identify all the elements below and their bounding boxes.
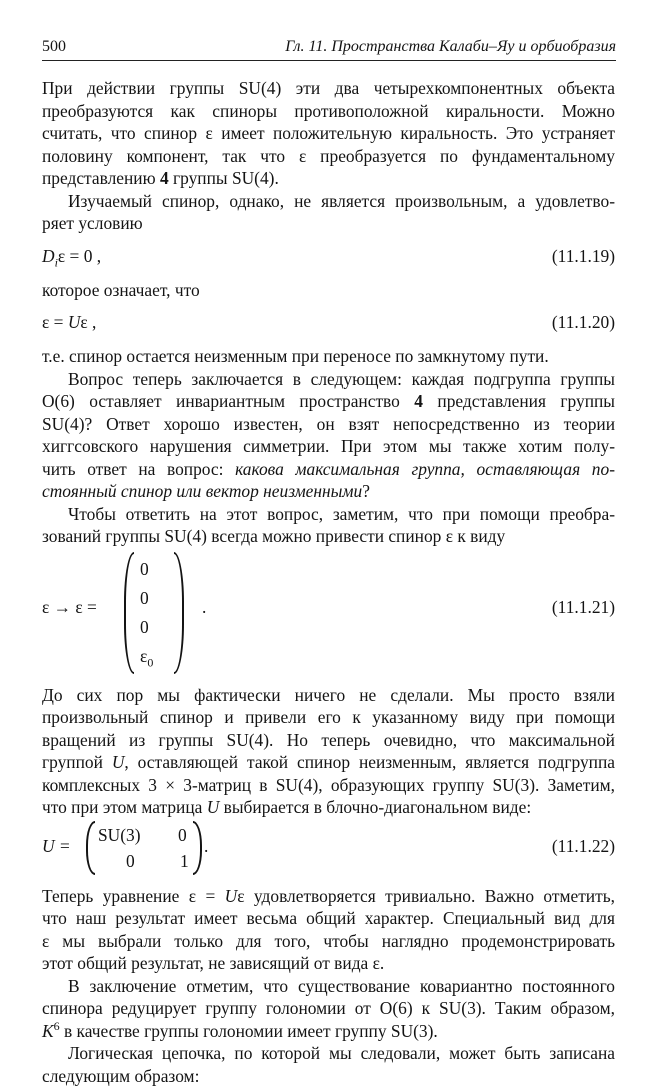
italic-question: какова максимальная группа, оставляющая по- — [235, 459, 615, 479]
equation-11-1-21 — [42, 552, 615, 678]
left-parenthesis — [124, 552, 134, 674]
text-line: ε мы выбрали только для того, чтобы наглядно продемонстрировать — [42, 930, 615, 953]
text-line: представлению 4 группы SU(4). — [42, 167, 615, 190]
text-line: Изучаемый спинор, однако, не является произвольным, а удовлетво- — [42, 190, 615, 213]
text-line: этот общий результат, не зависящий от вида ε. — [42, 952, 615, 975]
text-line: спинора редуцирует группу голономии от O(6) к SU(3). Таким образом, — [42, 997, 615, 1020]
matrix-cell: 0 — [126, 849, 135, 873]
equation-period: . — [202, 596, 206, 619]
text-line: чить ответ на вопрос: какова максимальная группа, оставляющая по- — [42, 458, 615, 481]
vector-entry: $\varepsilon_0$ — [140, 642, 170, 671]
text-line: стоянный спинор или вектор неизменными? — [42, 480, 615, 503]
text-line: группой U, оставляющей такой спинор неизменным, является подгруппа — [42, 751, 615, 774]
text-line: В заключение отметим, что существование ковариантно постоянного — [42, 975, 615, 998]
page-number: 500 — [42, 36, 66, 59]
italic-question: стоянный спинор или вектор неизменными — [42, 481, 362, 501]
paragraph-2 — [42, 190, 615, 235]
equation-body: $D_i\varepsilon = 0$ , — [42, 245, 101, 268]
text-line: зований группы SU(4) всегда можно привести спинор ε к виду — [42, 525, 615, 548]
page-body — [42, 77, 615, 1087]
equation-lhs: U = — [42, 835, 71, 858]
paragraph-4: т.е. спинор остается неизменным при переносе по замкнутому пути. — [42, 345, 615, 368]
paragraph-7 — [42, 684, 615, 819]
text-line: произвольный спинор и привели его к указанному виду при помощи — [42, 706, 615, 729]
page-header — [42, 36, 616, 58]
text-line: $K^6$ в качестве группы голономии имеет группу SU(3). — [42, 1020, 615, 1043]
text-line: считать, что спинор ε имеет положительную киральность. Это устраняет — [42, 122, 615, 145]
matrix-cell: 0 — [178, 823, 187, 847]
text-line: что наш результат имеет весьма общий характер. Специальный вид для — [42, 907, 615, 930]
text-line: ряет условию — [42, 212, 615, 235]
text-line: До сих пор мы фактически ничего не сделали. Мы просто взяли — [42, 684, 615, 707]
text-line: Чтобы ответить на этот вопрос, заметим, что при помощи преобра- — [42, 503, 615, 526]
equation-body: ε = Uε , — [42, 311, 96, 334]
text-line: следующим образом: — [42, 1065, 615, 1087]
text-line: хиггсовского нарушения симметрии. При этом мы также хотим полу- — [42, 435, 615, 458]
text-line: SU(4)? Ответ хорошо известен, он взят непосредственно из теории — [42, 413, 615, 436]
paragraph-6 — [42, 503, 615, 548]
text-line: вращений из группы SU(4). Но теперь очевидно, что максимальной — [42, 729, 615, 752]
equation-period: . — [204, 835, 208, 858]
text-line: O(6) оставляет инвариантным пространство 4 представления группы — [42, 390, 615, 413]
block-matrix — [86, 821, 202, 875]
text-line: преобразуются как спиноры противоположной киральности. Можно — [42, 100, 615, 123]
paragraph-9 — [42, 975, 615, 1043]
equation-lhs: ε → ε = — [42, 596, 97, 619]
equation-number: (11.1.19) — [552, 245, 615, 268]
right-parenthesis — [193, 821, 202, 875]
text-line: что при этом матрица U выбирается в блочно-диагональном виде: — [42, 796, 615, 819]
paragraph-3: которое означает, что — [42, 279, 615, 302]
vector-entry: 0 — [140, 613, 170, 642]
matrix-cell: SU(3) — [98, 823, 141, 847]
equation-11-1-19 — [42, 245, 615, 269]
text-line: Логическая цепочка, по которой мы следовали, может быть записана — [42, 1042, 615, 1065]
equation-number: (11.1.22) — [552, 835, 615, 858]
running-title: Гл. 11. Пространства Калаби–Яу и орбиобразия — [285, 36, 616, 59]
equation-number: (11.1.20) — [552, 311, 615, 334]
equation-number: (11.1.21) — [552, 596, 615, 619]
matrix-cell: 1 — [180, 849, 189, 873]
paragraph-5 — [42, 368, 615, 503]
vector-entry: 0 — [140, 584, 170, 613]
vector-entry: 0 — [140, 555, 170, 584]
paragraph-8 — [42, 885, 615, 975]
paragraph-1 — [42, 77, 615, 190]
paragraph-10 — [42, 1042, 615, 1087]
text-line: половину компонент, так что ε преобразуется по фундаментальному — [42, 145, 615, 168]
equation-11-1-22 — [42, 821, 615, 877]
left-parenthesis — [86, 821, 95, 875]
text-line: комплексных 3 × 3-матриц в SU(4), образующих группу SU(3). Заметим, — [42, 774, 615, 797]
header-rule — [42, 60, 616, 61]
right-parenthesis — [174, 552, 184, 674]
equation-11-1-20 — [42, 311, 615, 335]
column-vector — [124, 552, 184, 674]
text-line: Вопрос теперь заключается в следующем: каждая подгруппа группы — [42, 368, 615, 391]
text-line: При действии группы SU(4) эти два четырехкомпонентных объекта — [42, 77, 615, 100]
bold-representation: 4 — [160, 168, 169, 188]
bold-representation: 4 — [414, 391, 423, 411]
text-line: Теперь уравнение ε = Uε удовлетворяется тривиально. Важно отметить, — [42, 885, 615, 908]
